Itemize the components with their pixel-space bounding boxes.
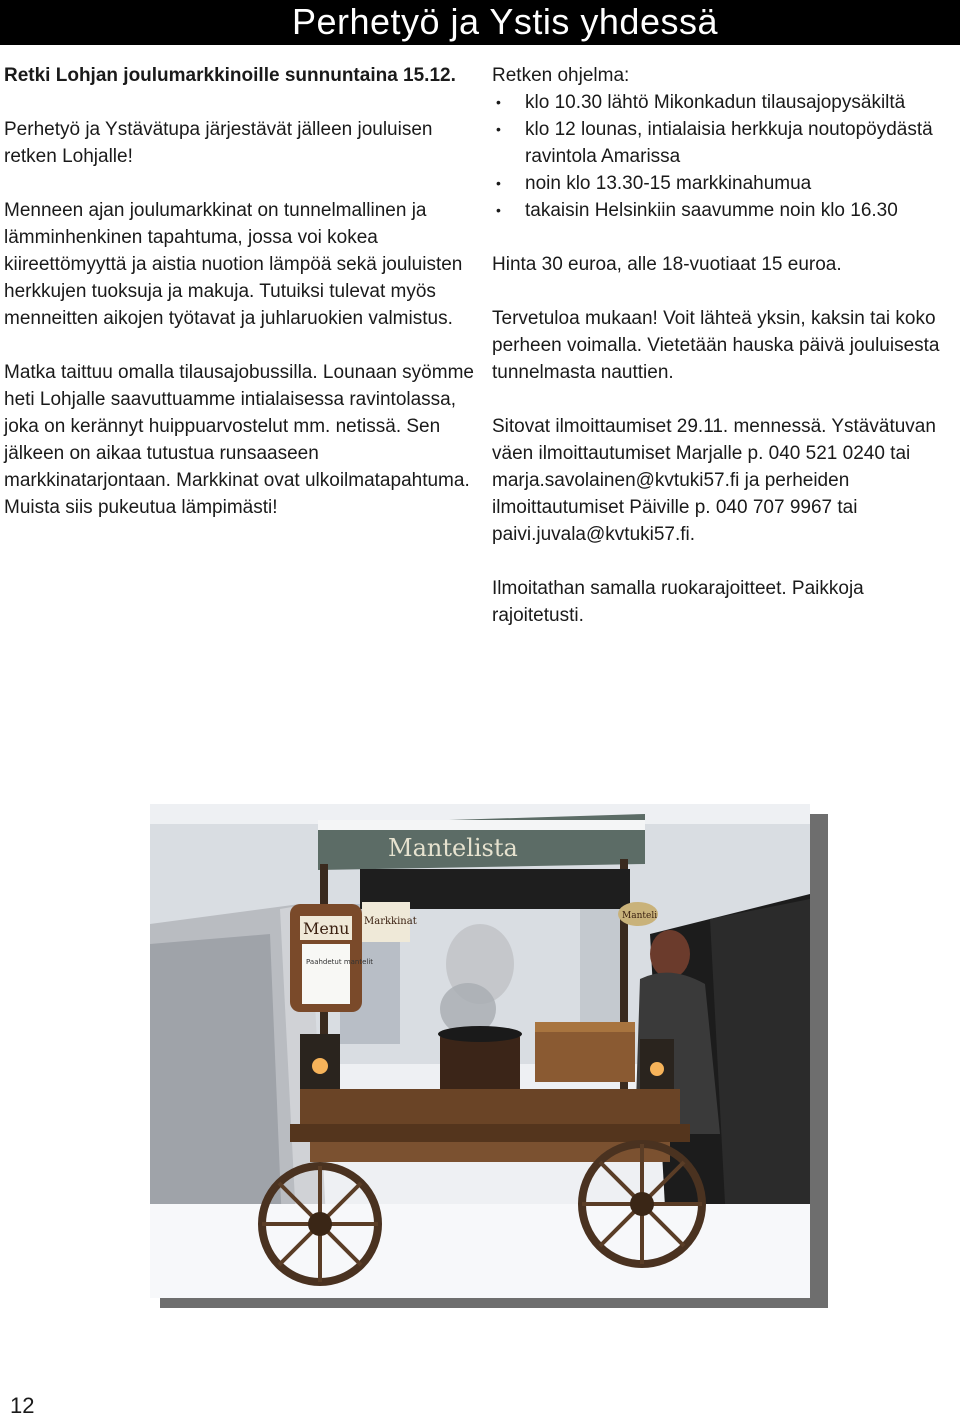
list-item (492, 116, 954, 170)
list-item-text: klo 12 lounas, intialaisia herkkuja noutopöydästä ravintola Amarissa (525, 119, 933, 167)
welcome-paragraph: Tervetuloa mukaan! Voit lähteä yksin, kaksin tai koko perheen voimalla. Vietetään hauska päivä jouluisesta tunnelmasta nauttien. (492, 308, 940, 383)
roof-sign: Mantelista (388, 834, 518, 862)
bullet-icon: • (496, 121, 501, 137)
intro-paragraph: Perhetyö ja Ystävätupa järjestävät jälleen jouluisen retken Lohjalle! (4, 119, 433, 167)
page-title: Perhetyö ja Ystis yhdessä (291, 1, 718, 42)
bullet-icon: • (496, 175, 501, 191)
price-paragraph: Hinta 30 euroa, alle 18-vuotiaat 15 euroa. (492, 254, 842, 275)
market-cart-photo (150, 804, 810, 1298)
page-number: 12 (10, 1393, 35, 1418)
left-column (4, 62, 474, 521)
note-paragraph: Ilmoitathan samalla ruokarajoitteet. Paikkoja rajoitetusti. (492, 578, 864, 626)
bullet-icon: • (496, 202, 501, 218)
bullet-icon: • (496, 94, 501, 110)
right-sign-text: Manteli (622, 911, 658, 921)
list-item-text: noin klo 13.30-15 markkinahumua (525, 173, 812, 194)
description-paragraph: Menneen ajan joulumarkkinat on tunnelmallinen ja lämminhenkinen tapahtuma, jossa voi kokea kiireettömyyttä ja aistia nuotion lämpöä sekä jouluisten herkkujen tuoksuja ja makuja. Tutuiksi tulevat myös menneitten aikojen työtavat ja juhlaruokien valmistus. (4, 200, 463, 329)
registration-paragraph: Sitovat ilmoittaumiset 29.11. mennessä. Ystävätuvan väen ilmoittautumiset Marjalle p. 040 521 0240 tai marja.savolainen@kvtuki57.fi ja perheiden ilmoittautumiset Päiville p. 040 707 9967 tai paivi.juvala@kvtuki57.fi. (492, 416, 936, 545)
list-item (492, 197, 954, 224)
list-item-text: klo 10.30 lähtö Mikonkadun tilausajopysäkiltä (525, 92, 906, 113)
program-title: Retken ohjelma: (492, 65, 630, 86)
list-item-text: takaisin Helsinkiin saavumme noin klo 16.30 (525, 200, 898, 221)
program-list (492, 89, 954, 224)
list-item (492, 89, 954, 116)
menu-note-text: Paahdetut mantelit (306, 958, 374, 966)
right-column (492, 62, 954, 629)
side-sign-text: Markkinat (364, 916, 417, 927)
menu-sign-text: Menu (303, 919, 350, 938)
list-item (492, 170, 954, 197)
header-bar (0, 0, 960, 45)
article-heading: Retki Lohjan joulumarkkinoille sunnuntaina 15.12. (4, 65, 456, 86)
travel-paragraph: Matka taittuu omalla tilausajobussilla. Lounaan syömme heti Lohjalle saavuttuamme intialaisessa ravintolassa, joka on kerännyt huippuarvostelut mm. netissä. Sen jälkeen on aikaa tutustua runsaaseen markkinatarjontaan. Markkinat ovat ulkoilmatapahtuma. Muista siis pukeutua lämpimästi! (4, 362, 474, 518)
